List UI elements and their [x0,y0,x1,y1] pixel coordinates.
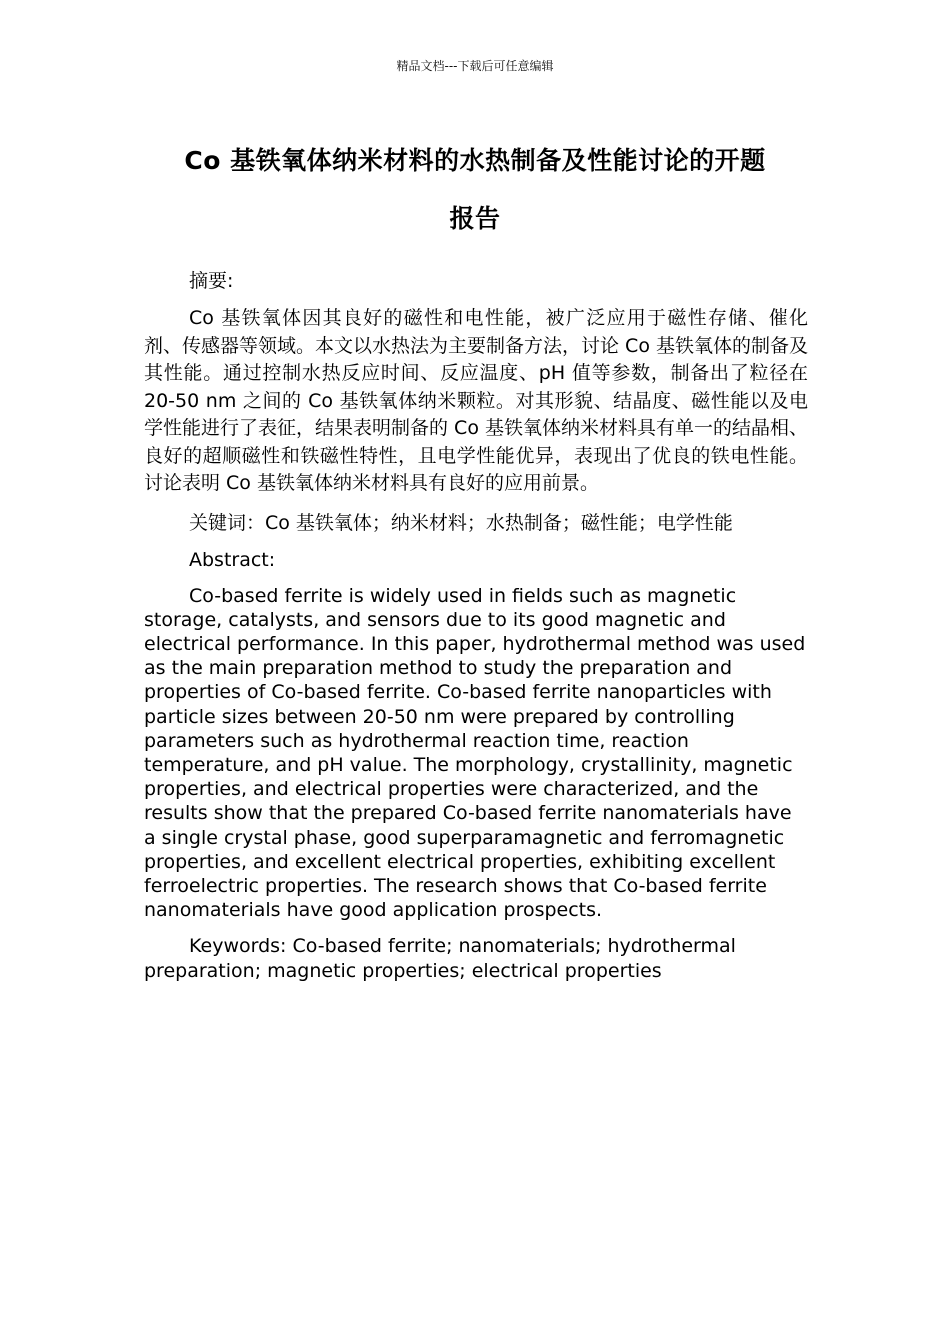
document-title [120,132,830,248]
title-line-1: Co 基铁氧体纳米材料的水热制备及性能讨论的开题 [184,146,766,175]
page-header: 精品文档---下载后可任意编辑 [396,59,554,73]
keywords-en: Keywords: Co-based ferrite; nanomaterials; hydrothermal preparation; magnetic properties; electrical properties [144,935,736,982]
abstract-en-body: Co-based ferrite is widely used in fields such as magnetic storage, catalysts, and sensors due to its good magnetic and electrical performance. In this paper, hydrothermal method was used as the main preparation method to study the preparation and properties of Co-based ferrite. Co-based ferrite nanoparticles with particle sizes between 20-50 nm were prepared by controlling parameters such as hydrothermal reaction time, reaction temperature, and pH value. The morphology, crystallinity, magnetic properties, and electrical properties were characterized, and the results show that the prepared Co-based ferrite nanomaterials have a single crystal phase, good superparamagnetic and ferromagnetic properties, and excellent electrical properties, exhibiting excellent ferroelectric properties. The research shows that Co-based ferrite nanomaterials have good application prospects. [144,584,806,922]
abstract-en-label: Abstract: [189,548,276,571]
abstract-cn-label: 摘要: [189,270,234,292]
keywords-cn: 关键词：Co 基铁氧体；纳米材料；水热制备；磁性能；电学性能 [189,511,733,534]
title-line-2: 报告 [449,204,501,233]
abstract-cn-body: Co 基铁氧体因其良好的磁性和电性能，被广泛应用于磁性存储、催化剂、传感器等领域。本文以水热法为主要制备方法，讨论 Co 基铁氧体的制备及其性能。通过控制水热反应时间、反应温度、pH 值等参数，制备出了粒径在 20-50 nm 之间的 Co 基铁氧体纳米颗粒。对其形貌、结晶度、磁性能以及电学性能进行了表征，结果表明制备的 Co 基铁氧体纳米材料具有单一的结晶相、良好的超顺磁性和铁磁性特性，且电学性能优异，表现出了优良的铁电性能。讨论表明 Co 基铁氧体纳米材料具有良好的应用前景。 [144,307,808,494]
document-body [144,268,808,995]
